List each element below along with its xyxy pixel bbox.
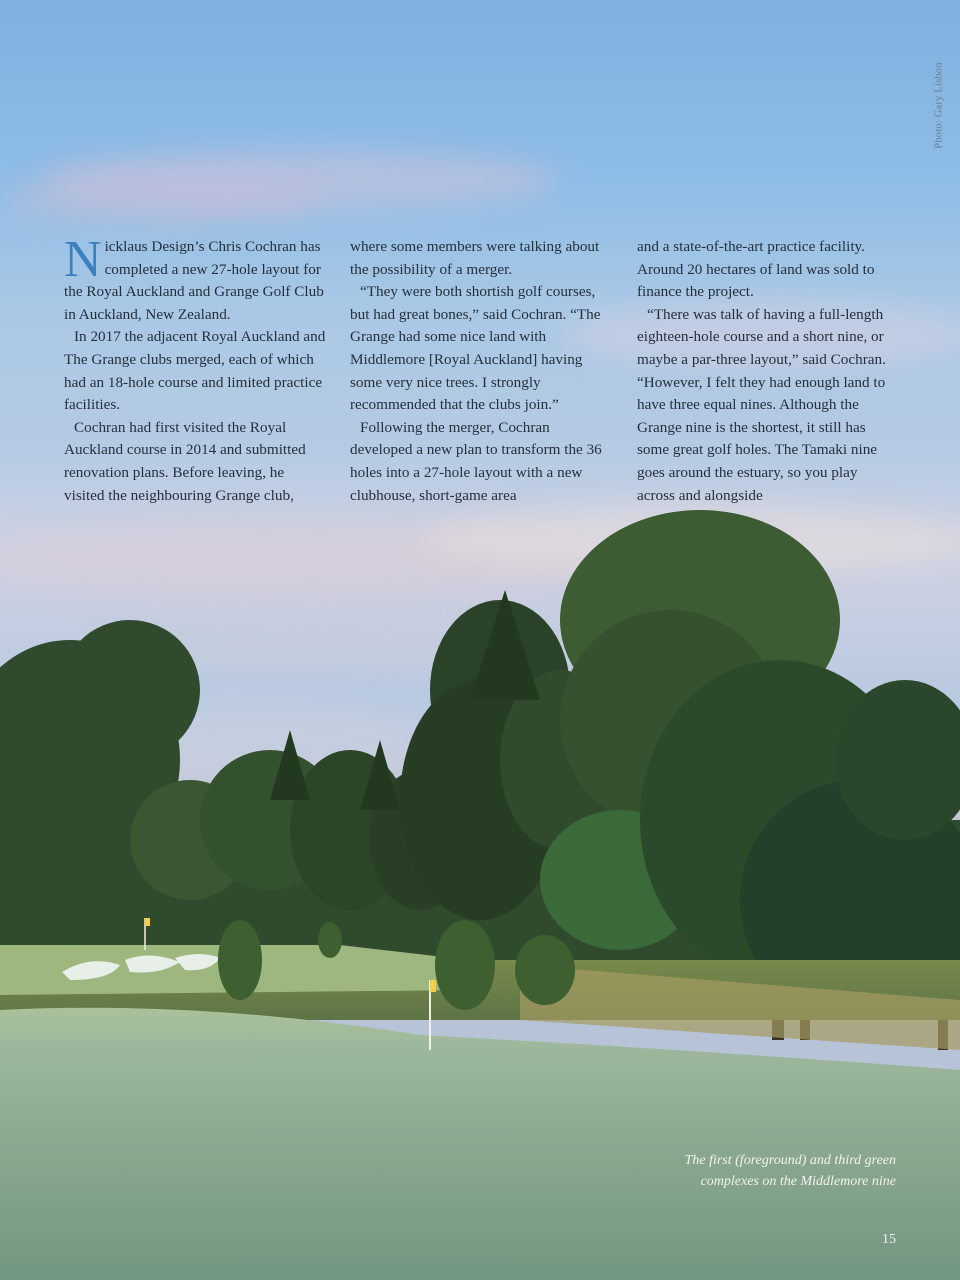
paragraph: Cochran had first visited the Royal Auckland course in 2014 and submitted renovation plans. Before leaving, he visited the neighbouring Grange club, bbox=[64, 418, 306, 504]
article-column-3 bbox=[637, 236, 899, 507]
paragraph: and a state-of-the-art practice facility. Around 20 hectares of land was sold to finance the project. bbox=[637, 238, 875, 301]
paragraph: Following the merger, Cochran developed a new plan to transform the 36 holes into a 27-hole layout with a new clubhouse, short-game area bbox=[350, 418, 602, 504]
photo-caption bbox=[596, 1150, 896, 1192]
drop-cap: N bbox=[64, 231, 102, 288]
paragraph: “They were both shortish golf courses, but had great bones,” said Cochran. “The Grange had some nice land with Middlemore [Royal Auckland] having some very nice trees. I strongly recommended that the clubs join.” bbox=[350, 283, 601, 414]
paragraph: where some members were talking about the possibility of a merger. bbox=[350, 238, 600, 278]
paragraph-text: icklaus Design’s Chris Cochran has completed a new 27-hole layout for the Royal Auckland and Grange Golf Club in Auckland, New Zealand. bbox=[64, 238, 324, 323]
caption-line: complexes on the Middlemore nine bbox=[700, 1174, 896, 1189]
photo-credit: Photo: Gary Lisbon bbox=[933, 62, 945, 149]
paragraph: In 2017 the adjacent Royal Auckland and The Grange clubs merged, each of which had an 18-hole course and limited practice facilities. bbox=[64, 328, 326, 414]
paragraph bbox=[64, 231, 326, 326]
article-column-2 bbox=[350, 236, 612, 507]
paragraph: “There was talk of having a full-length eighteen-hole course and a short nine, or maybe a par-three layout,” said Cochran. “However, I felt they had enough land to have three equal nines. Although the Grange nine is the shortest, it still has some great golf holes. The Tamaki nine goes around the estuary, so you play across and alongside bbox=[637, 305, 886, 504]
article-column-1 bbox=[64, 231, 326, 507]
caption-line: The first (foreground) and third green bbox=[684, 1153, 896, 1168]
fairway bbox=[0, 1008, 960, 1280]
page-number: 15 bbox=[882, 1232, 896, 1247]
